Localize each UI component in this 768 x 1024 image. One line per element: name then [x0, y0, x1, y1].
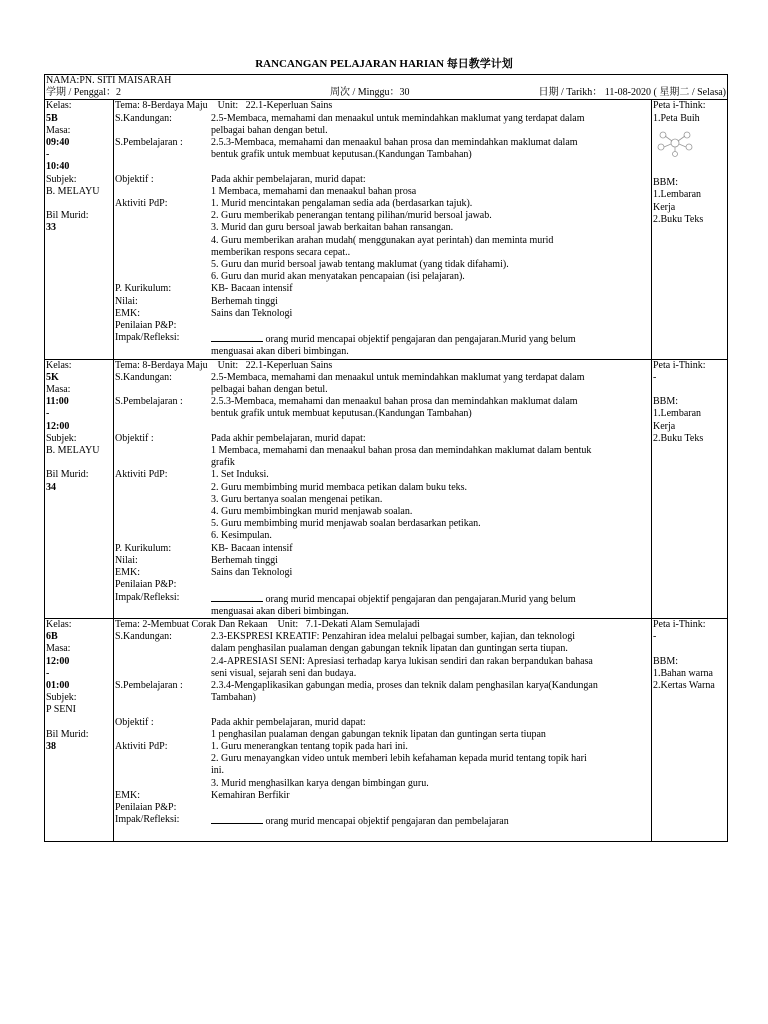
resource-line: BBM: [653, 396, 679, 408]
subject-label: Subjek: [46, 692, 77, 704]
field-line: bentuk grafik untuk membuat keputusan.(Kandungan Tambahan) [211, 149, 472, 161]
field-label: Nilai: [115, 295, 138, 307]
class-name: 6B [46, 631, 58, 643]
time-end: 10:40 [46, 161, 70, 173]
field-line: memberikan respons secara cepat.. [211, 246, 351, 258]
reflection-label: Impak/Refleksi: [115, 814, 180, 826]
time-dash: - [46, 408, 50, 420]
field-value [211, 396, 650, 420]
field-value [211, 567, 650, 579]
reflection-value [211, 332, 650, 358]
field-label: Objektif : [115, 173, 154, 185]
resource-line: 2.Buku Teks [653, 213, 704, 225]
reflection-value [211, 814, 650, 840]
resource-line: 1.Bahan warna [653, 667, 713, 679]
time-dash: - [46, 149, 50, 161]
bubble-map-icon [655, 127, 695, 157]
theme-line: Tema: 8-Berdaya Maju Unit: 22.1-Keperluan Sains [115, 359, 333, 371]
student-count-label: Bil Murid: [46, 210, 89, 222]
lesson-content-cell [114, 359, 652, 618]
field-line: 2.3.4-Mengaplikasikan gabungan media, proses dan teknik dalam penghasilan karya(Kandungan [211, 679, 598, 691]
student-count-label: Bil Murid: [46, 469, 89, 481]
field-value [211, 174, 650, 198]
field-line: 1. Guru menerangkan tentang topik pada hari ini. [211, 740, 408, 752]
field-line: Pada akhir pembelajaran, murid dapat: [211, 716, 366, 728]
field-value [211, 113, 650, 137]
field-label [115, 704, 211, 716]
field-value [211, 555, 650, 567]
kelas-label: Kelas: [46, 618, 72, 630]
field-value [211, 372, 650, 396]
student-count-label: Bil Murid: [46, 728, 89, 740]
resource-line: Peta i-Think: [653, 100, 706, 112]
field-label: S.Pembelajaran : [115, 137, 183, 149]
student-count: 38 [46, 740, 56, 752]
theme-line: Tema: 2-Membuat Corak Dan Rekaan Unit: 7.1-Dekati Alam Semulajadi [115, 618, 420, 630]
field-line: 2. Guru memberikab penerangan tentang pilihan/murid bersoal jawab. [211, 210, 492, 222]
lessons-body [45, 100, 728, 841]
field-line: Sains dan Teknologi [211, 307, 293, 319]
resource-line: BBM: [653, 177, 679, 189]
date-label: 日期 / Tarikh： 11-08-2020 ( 星期二 / Selasa) [538, 87, 726, 99]
lesson-plan-table [44, 74, 728, 842]
field-line: 2.5-Membaca, memahami dan menaakul untuk memindahkan maklumat yang terdapat dalam [211, 371, 585, 383]
reflection-line-2: menguasai akan diberi bimbingan. [211, 346, 349, 358]
field-value [211, 421, 650, 433]
field-line: Pada akhir pembelajaran, murid dapat: [211, 432, 366, 444]
reflection-line-2: menguasai akan diberi bimbingan. [211, 605, 349, 617]
field-label: S.Kandungan: [115, 371, 172, 383]
subject-name: B. MELAYU [46, 445, 100, 457]
field-label: S.Pembelajaran : [115, 396, 183, 408]
resource-line: 2.Kertas Warna [653, 679, 715, 691]
theme-line: Tema: 8-Berdaya Maju Unit: 22.1-Keperluan Sains [115, 100, 333, 112]
resource-line: Peta i-Think: [653, 618, 706, 630]
field-value [211, 469, 650, 542]
spacer [46, 198, 112, 210]
field-line: Berhemah tinggi [211, 554, 278, 566]
field-label: EMK: [115, 567, 140, 579]
field-value [211, 631, 650, 680]
subject-name: B. MELAYU [46, 185, 100, 197]
field-label: Aktiviti PdP: [115, 469, 168, 481]
field-line: 2. Guru membimbing murid membaca petikan dalam buku teks. [211, 481, 468, 493]
field-line: 2.4-APRESIASI SENI: Apresiasi terhadap karya lukisan sendiri dan rakan berpandukan bahasa [211, 655, 593, 667]
field-label: Penilaian P&P: [115, 801, 177, 813]
field-line: pelbagai bahan dengan betul. [211, 384, 328, 396]
time-end: 12:00 [46, 420, 70, 432]
lesson-row [45, 100, 728, 359]
lesson-content-cell [114, 100, 652, 359]
field-line [211, 161, 650, 173]
lesson-fields [115, 113, 650, 359]
resource-line: Kerja [653, 201, 676, 213]
field-line: Sains dan Teknologi [211, 567, 293, 579]
field-line: KB- Bacaan intensif [211, 542, 293, 554]
field-line: 2.5.3-Membaca, memahami dan menaakul bahan prosa dan memindahkan maklumat dalam [211, 396, 578, 408]
field-label [115, 161, 211, 173]
subject-label: Subjek: [46, 173, 77, 185]
spacer [46, 457, 112, 469]
field-line: 5. Guru dan murid bersoal jawab tentang maklumat (yang tidak difahami). [211, 259, 509, 271]
field-line [211, 704, 650, 716]
field-value [211, 680, 650, 704]
teacher-name: NAMA:PN. SITI MAISARAH [46, 75, 172, 86]
field-value [211, 543, 650, 555]
field-value [211, 704, 650, 716]
field-line: 1 Membaca, memahami dan menaakul bahan prosa [211, 185, 417, 197]
field-line: Kemahiran Berfikir [211, 789, 290, 801]
student-count: 33 [46, 222, 56, 234]
field-label: Nilai: [115, 554, 138, 566]
field-value [211, 308, 650, 320]
class-name: 5K [46, 371, 59, 383]
field-value [211, 579, 650, 591]
field-line: 1 Membaca, memahami dan menaakul bahan prosa dan memindahkan maklumat dalam bentuk [211, 445, 592, 457]
time-start: 09:40 [46, 137, 70, 149]
field-label: Aktiviti PdP: [115, 740, 168, 752]
reflection-label: Impak/Refleksi: [115, 332, 180, 344]
class-name: 5B [46, 112, 58, 124]
field-line: pelbagai bahan dengan betul. [211, 124, 328, 136]
resource-line: 1.Lembaran [653, 189, 702, 201]
field-line: ini. [211, 765, 225, 777]
field-value [211, 790, 650, 802]
spacer [653, 165, 726, 177]
reflection-blank[interactable] [211, 592, 263, 602]
field-value [211, 741, 650, 790]
subject-label: Subjek: [46, 432, 77, 444]
field-value [211, 137, 650, 161]
field-line: Pada akhir pembelajaran, murid dapat: [211, 173, 366, 185]
field-value [211, 198, 650, 283]
lesson-row [45, 359, 728, 618]
field-line: dalam penghasilan pualaman dengan gabungan teknik lipatan dan guntingan serta tiupan. [211, 643, 568, 655]
field-line: Tambahan) [211, 692, 256, 704]
reflection-text: orang murid mencapai objektif pengajaran dan pembelajaran [263, 816, 509, 828]
term-label: 学期 / Penggal：2 [46, 87, 121, 99]
resource-line: Kerja [653, 420, 676, 432]
field-label: Aktiviti PdP: [115, 198, 168, 210]
field-line: 2. Guru menayangkan video untuk memberi lebih kefahaman kepada murid tentang topik hari [211, 753, 587, 765]
field-label: S.Kandungan: [115, 112, 172, 124]
time-label: Masa: [46, 124, 71, 136]
field-line [211, 579, 650, 591]
field-label: P. Kurikulum: [115, 542, 172, 554]
field-line: 4. Guru membimbingkan murid menjawab soalan. [211, 506, 413, 518]
field-line: 2.5.3-Membaca, memahami dan menaakul bahan prosa dan memindahkan maklumat dalam [211, 137, 578, 149]
field-value [211, 433, 650, 470]
field-label: Objektif : [115, 716, 154, 728]
field-label: Objektif : [115, 432, 154, 444]
field-label: EMK: [115, 307, 140, 319]
resource-line: - [653, 631, 657, 643]
field-value [211, 717, 650, 741]
reflection-line [211, 814, 650, 828]
field-line: 1. Set Induksi. [211, 469, 269, 481]
subject-name: P SENI [46, 704, 76, 716]
kelas-label: Kelas: [46, 100, 72, 112]
reflection-text: orang murid mencapai objektif pengajaran dan pengajaran.Murid yang belum [263, 334, 576, 346]
page-title: RANCANGAN PELAJARAN HARIAN 每日教学计划 [255, 58, 513, 70]
reflection-label: Impak/Refleksi: [115, 591, 180, 603]
field-line: 2.5-Membaca, memahami dan menaakul untuk memindahkan maklumat yang terdapat dalam [211, 112, 585, 124]
field-line: 1. Murid mencintakan pengalaman sedia ada (berdasarkan tajuk). [211, 198, 473, 210]
spacer [653, 643, 726, 655]
field-value [211, 283, 650, 295]
lesson-fields [115, 372, 650, 618]
field-line [211, 421, 650, 433]
field-line [211, 320, 650, 332]
resource-line: BBM: [653, 655, 679, 667]
week-label: 周次 / Minggu：30 [330, 87, 410, 99]
lesson-info-cell [45, 359, 114, 618]
field-label: S.Pembelajaran : [115, 679, 183, 691]
spacer [653, 384, 726, 396]
field-value [211, 296, 650, 308]
field-label: P. Kurikulum: [115, 283, 172, 295]
field-line: KB- Bacaan intensif [211, 283, 293, 295]
field-value [211, 802, 650, 814]
reflection-value [211, 592, 650, 618]
time-end: 01:00 [46, 679, 70, 691]
field-label [115, 421, 211, 433]
kelas-label: Kelas: [46, 359, 72, 371]
ithink-map-image [653, 125, 726, 165]
lesson-row [45, 618, 728, 841]
time-start: 11:00 [46, 396, 69, 408]
field-value [211, 320, 650, 332]
field-line: 3. Murid dan guru bersoal jawab berkaitan bahan ransangan. [211, 222, 454, 234]
time-label: Masa: [46, 384, 71, 396]
field-label: S.Kandungan: [115, 631, 172, 643]
reflection-blank[interactable] [211, 332, 263, 342]
field-label: EMK: [115, 789, 140, 801]
reflection-line [211, 592, 650, 606]
field-line: 6. Guru dan murid akan menyatakan pencapaian (isi pelajaran). [211, 271, 465, 283]
field-line: 3. Guru bertanya soalan mengenai petikan. [211, 493, 383, 505]
field-line: 6. Kesimpulan. [211, 530, 272, 542]
lesson-resources-cell [652, 100, 728, 359]
reflection-text: orang murid mencapai objektif pengajaran dan pengajaran.Murid yang belum [263, 593, 576, 605]
spacer [46, 717, 112, 729]
resource-line: - [653, 371, 657, 383]
time-dash: - [46, 667, 50, 679]
time-label: Masa: [46, 643, 71, 655]
field-line: grafik [211, 457, 235, 469]
time-start: 12:00 [46, 655, 70, 667]
field-line: 1 penghasilan pualaman dengan gabungan teknik lipatan dan guntingan serta tiupan [211, 728, 546, 740]
resource-line: Peta i-Think: [653, 359, 706, 371]
reflection-line-2 [211, 828, 650, 840]
resource-line: 2.Buku Teks [653, 432, 704, 444]
lesson-resources-cell [652, 618, 728, 841]
lesson-info-cell [45, 618, 114, 841]
reflection-line [211, 332, 650, 346]
field-label: Penilaian P&P: [115, 320, 177, 332]
field-line: bentuk grafik untuk membuat keputusan.(Kandungan Tambahan) [211, 408, 472, 420]
lesson-content-cell [114, 618, 652, 841]
resource-line: 1.Peta Buih [653, 112, 700, 124]
reflection-blank[interactable] [211, 814, 263, 824]
field-line: 3. Murid menghasilkan karya dengan bimbingan guru. [211, 777, 429, 789]
lesson-resources-cell [652, 359, 728, 618]
header-row [45, 75, 728, 100]
field-line: 5. Guru membimbing murid menjawab soalan berdasarkan petikan. [211, 518, 481, 530]
field-line: seni visual, sejarah seni dan budaya. [211, 667, 357, 679]
field-label: Penilaian P&P: [115, 579, 177, 591]
resource-line: 1.Lembaran [653, 408, 702, 420]
student-count: 34 [46, 481, 56, 493]
field-line [211, 802, 650, 814]
field-line: 2.3-EKSPRESI KREATIF: Penzahiran idea melalui pelbagai sumber, kajian, dan teknologi [211, 631, 575, 643]
field-line: Berhemah tinggi [211, 295, 278, 307]
field-value [211, 161, 650, 173]
lesson-fields [115, 631, 650, 840]
lesson-info-cell [45, 100, 114, 359]
field-line: 4. Guru memberikan arahan mudah( menggunakan ayat perintah) dan meminta murid [211, 234, 554, 246]
